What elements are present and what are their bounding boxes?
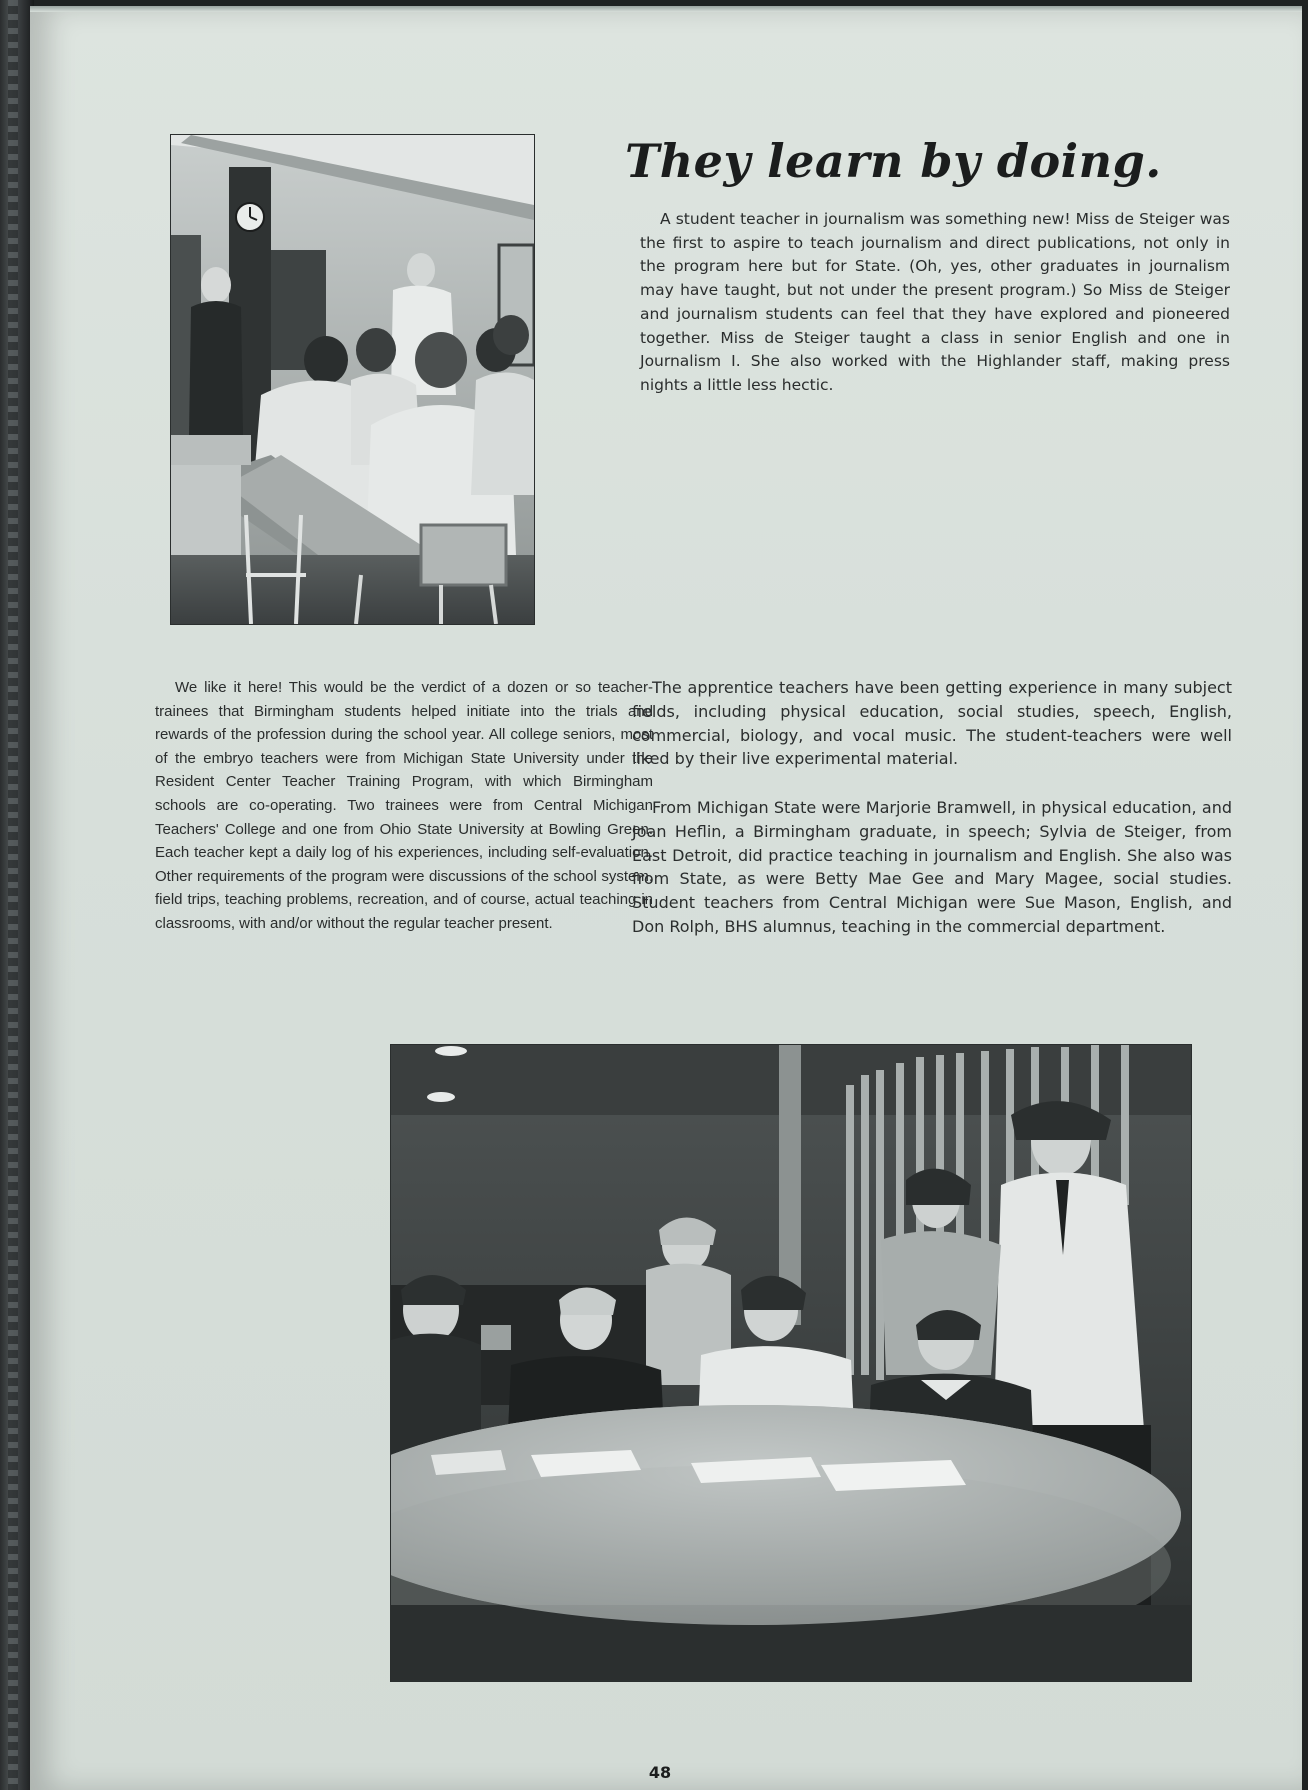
intro-paragraph: A student teacher in journalism was something new! Miss de Steiger was the first to aspire to teach journalism and direct publications, not only in the program here but for State. (Oh, yes, other graduates in journalism may have taught, but not under the present program.) So Miss de Steiger and journalism students can feel that they have explored and pioneered together. Miss de Steiger taught a class in senior English and one in Journalism I. She also worked with the Highlander staff, making press nights a little less hectic. xyxy=(640,210,1230,394)
page-top-edge xyxy=(30,6,1302,12)
left-column-text: We like it here! This would be the verdict of a dozen or so teacher-trainees that Birmingham students helped initiate into the trials and rewards of the profession during the school year. All college seniors, most of the embryo teachers were from Michigan State University under the Resident Center Teacher Training Program, with which Birmingham schools are co-operating. Two trainees were from Central Michigan Teachers' College and one from Ohio State University at Bowling Green. Each teacher kept a daily log of his experiences, including self-evaluation. Other requirements of the program were discussions of the school system, field trips, teaching problems, recreation, and of course, actual teaching in classrooms, with and/or without the regular teacher present. xyxy=(155,679,653,932)
page-number: 48 xyxy=(648,1763,672,1782)
book-binding xyxy=(0,0,34,1790)
binding-stripe xyxy=(8,0,18,1790)
right-column-paragraph-2: From Michigan State were Marjorie Bramwell, in physical education, and Joan Heflin, a Birmingham graduate, in speech; Sylvia de Steiger, from East Detroit, did practice teaching in journalism and English. She also was from State, as were Betty Mae Gee and Mary Magee, social studies. Student teachers from Central Michigan were Sue Mason, English, and Don Rolph, BHS alumnus, teaching in the commercial department. xyxy=(632,798,1232,936)
classroom-photo xyxy=(170,134,535,625)
group-table-photo xyxy=(390,1044,1192,1682)
right-column-paragraph-1: The apprentice teachers have been getting experience in many subject fields, including physical education, social studies, speech, English, commercial, biology, and vocal music. The student-teachers were well liked by their live experimental material. xyxy=(632,678,1232,769)
page-title: They learn by doing. xyxy=(625,134,1162,188)
